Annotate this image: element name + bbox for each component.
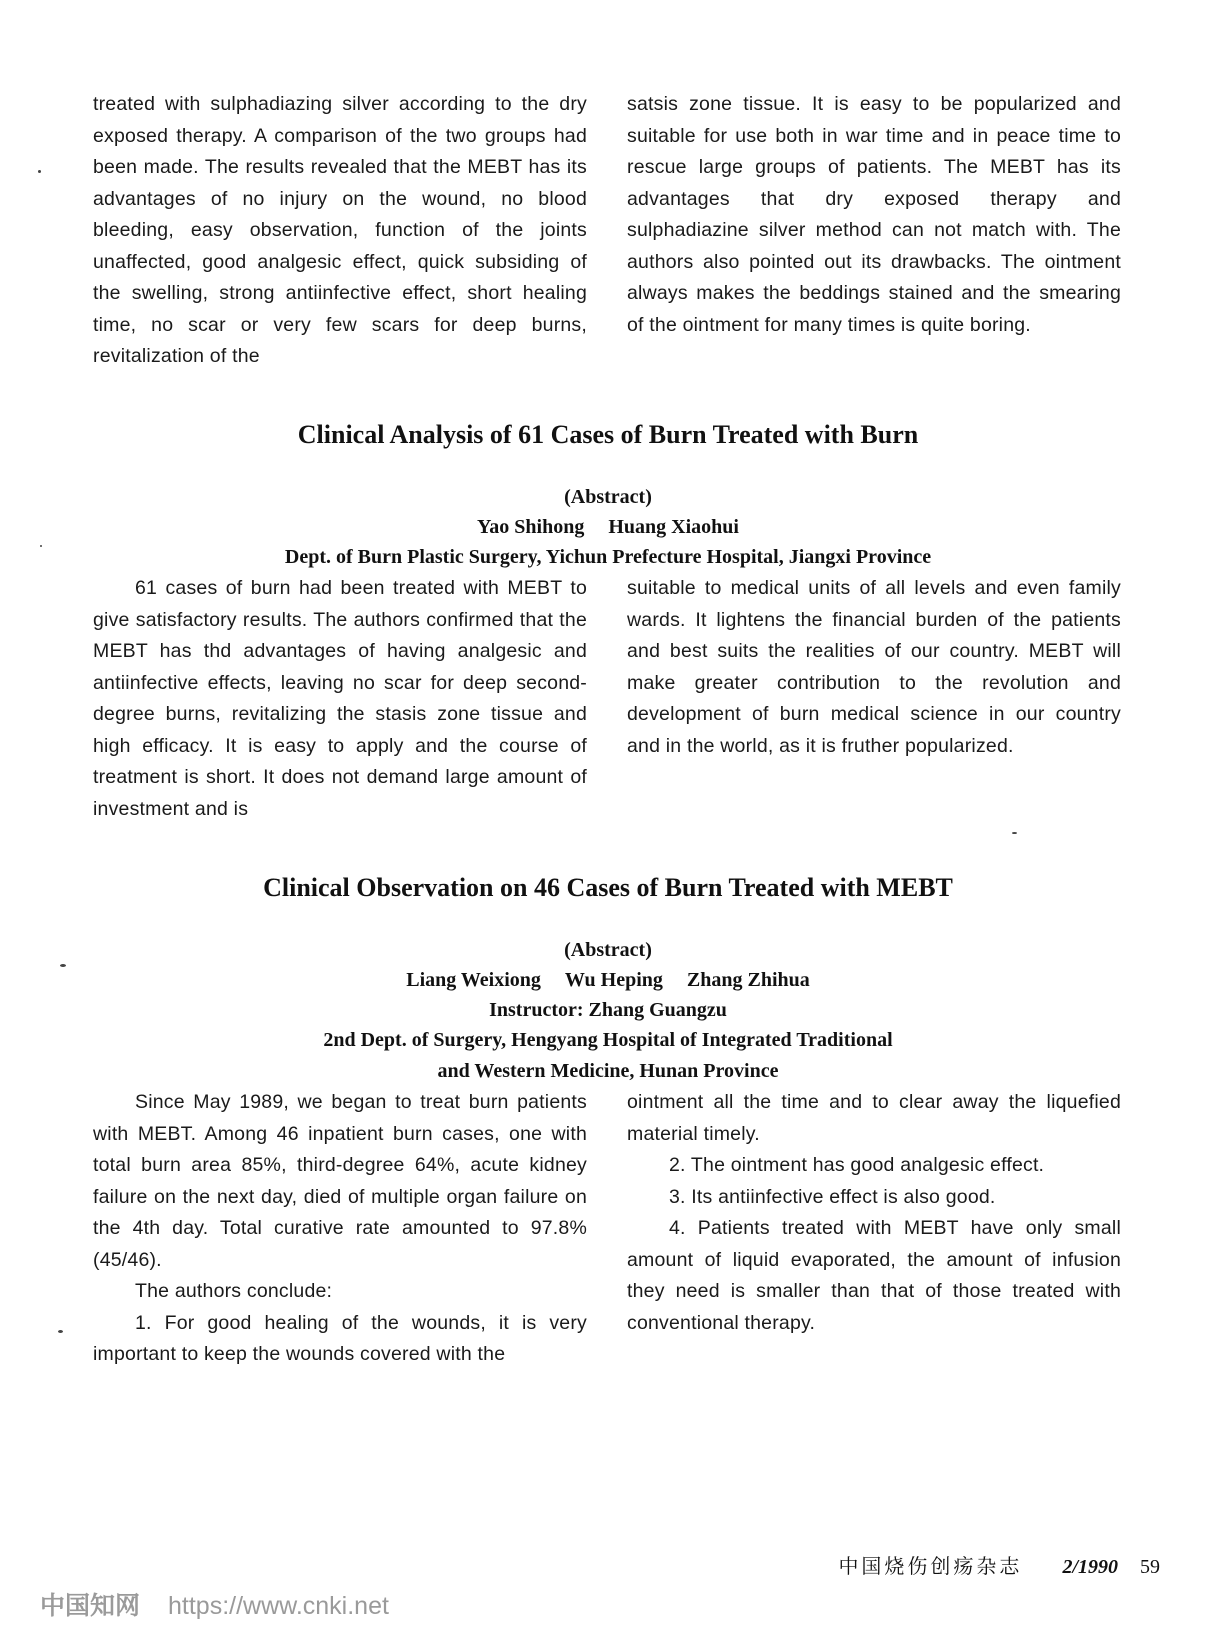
article1-affiliation: Dept. of Burn Plastic Surgery, Yichun Prefecture Hospital, Jiangxi Province [284,546,932,568]
paragraph: 2. The ointment has good analgesic effect. [669,1154,1045,1176]
paragraph: The authors conclude: [135,1280,333,1302]
paragraph: ointment all the time and to clear away the liquefied material timely. [627,1091,1121,1145]
paragraph: 61 cases of burn had been treated with MEBT to give satisfactory results. The authors confirmed that the MEBT has thd advantages of having analgesic and antiinfective effects, leaving no scar for deep second-degree burns, revitalizing the stasis zone tissue and high efficacy. It is easy to apply and the course of treatment is short. It does not demand large amount of investment and is [93,577,587,820]
journal-name: 中国烧伤创疡杂志 [838,1556,1023,1578]
article2-affiliation-line2: and Western Medicine, Hunan Province [437,1060,779,1082]
author-name: Wu Heping [564,969,663,991]
paragraph: satsis zone tissue. It is easy to be popularized and suitable for use both in war time and in peace time to rescue large groups of patients. The MEBT has its advantages that dry exposed therapy and sulphadiazine silver method can not match with. The authors also pointed out its drawbacks. The ointment always makes the beddings stained and the smearing of the ointment for many times is quite boring. [627,93,1121,336]
scan-speck [1012,832,1017,834]
article2-authors [0,965,1216,997]
article1-title: Clinical Analysis of 61 Cases of Burn Treated with Burn [297,420,919,449]
article1-right-column [627,573,1121,762]
article1-abstract-label: (Abstract) [564,486,652,508]
article2-right-column [627,1087,1121,1339]
article1-authors [0,512,1216,544]
paragraph: Since May 1989, we began to treat burn patients with MEBT. Among 46 inpatient burn cases, one with total burn area 85%, third-degree 64%, acute kidney failure on the next day, died of multiple organ failure on the 4th day. Total curative rate amounted to 97.8% (45/46). [93,1091,587,1271]
article1-left-column [93,573,587,825]
watermark-site-name: 中国知网 [40,1592,141,1620]
paragraph: 3. Its antiinfective effect is also good. [669,1185,996,1208]
watermark-url: https://www.cnki.net [168,1592,389,1620]
article2-left-column [93,1087,587,1371]
scan-speck [58,1330,63,1333]
author-name: Zhang Zhihua [686,969,810,991]
article2-instructor: Instructor: Zhang Guangzu [489,999,727,1021]
paragraph: 1. For good healing of the wounds, it is very important to keep the wounds covered with the [93,1311,587,1365]
scan-speck [60,964,66,967]
article2-affiliation-line1: 2nd Dept. of Surgery, Hengyang Hospital of Integrated Traditional [323,1029,893,1051]
issue-number: 2/1990 [1062,1556,1118,1578]
author-name: Yao Shihong [477,516,585,538]
author-name: Huang Xiaohui [608,516,739,538]
top-left-column [93,89,587,373]
article2-abstract-label: (Abstract) [564,939,652,961]
top-right-column [627,89,1121,341]
article2-title: Clinical Observation on 46 Cases of Burn Treated with MEBT [263,873,953,902]
scan-speck [40,545,42,547]
paragraph: suitable to medical units of all levels and even family wards. It lightens the financial burden of the patients and best suits the realities of our country. MEBT will make greater contribution to the revolution and development of burn medical science in our country and in the world, as it is fruther popularized. [627,577,1121,757]
paragraph: 4. Patients treated with MEBT have only small amount of liquid evaporated, the amount of infusion they need is smaller than that of those treated with conventional therapy. [627,1217,1121,1334]
cnki-watermark [40,1586,389,1622]
paragraph: treated with sulphadiazing silver according to the dry exposed therapy. A comparison of the two groups had been made. The results revealed that the MEBT has its advantages of no injury on the wound, no blood bleeding, easy observation, function of the joints unaffected, good analgesic effect, quick subsiding of the swelling, strong antiinfective effect, short healing time, no scar or very few scars for deep burns, revitalization of the [93,93,587,367]
page-number: 59 [1140,1556,1160,1578]
page-footer [838,1550,1160,1579]
author-name: Liang Weixiong [406,969,541,991]
scan-speck [38,170,41,173]
